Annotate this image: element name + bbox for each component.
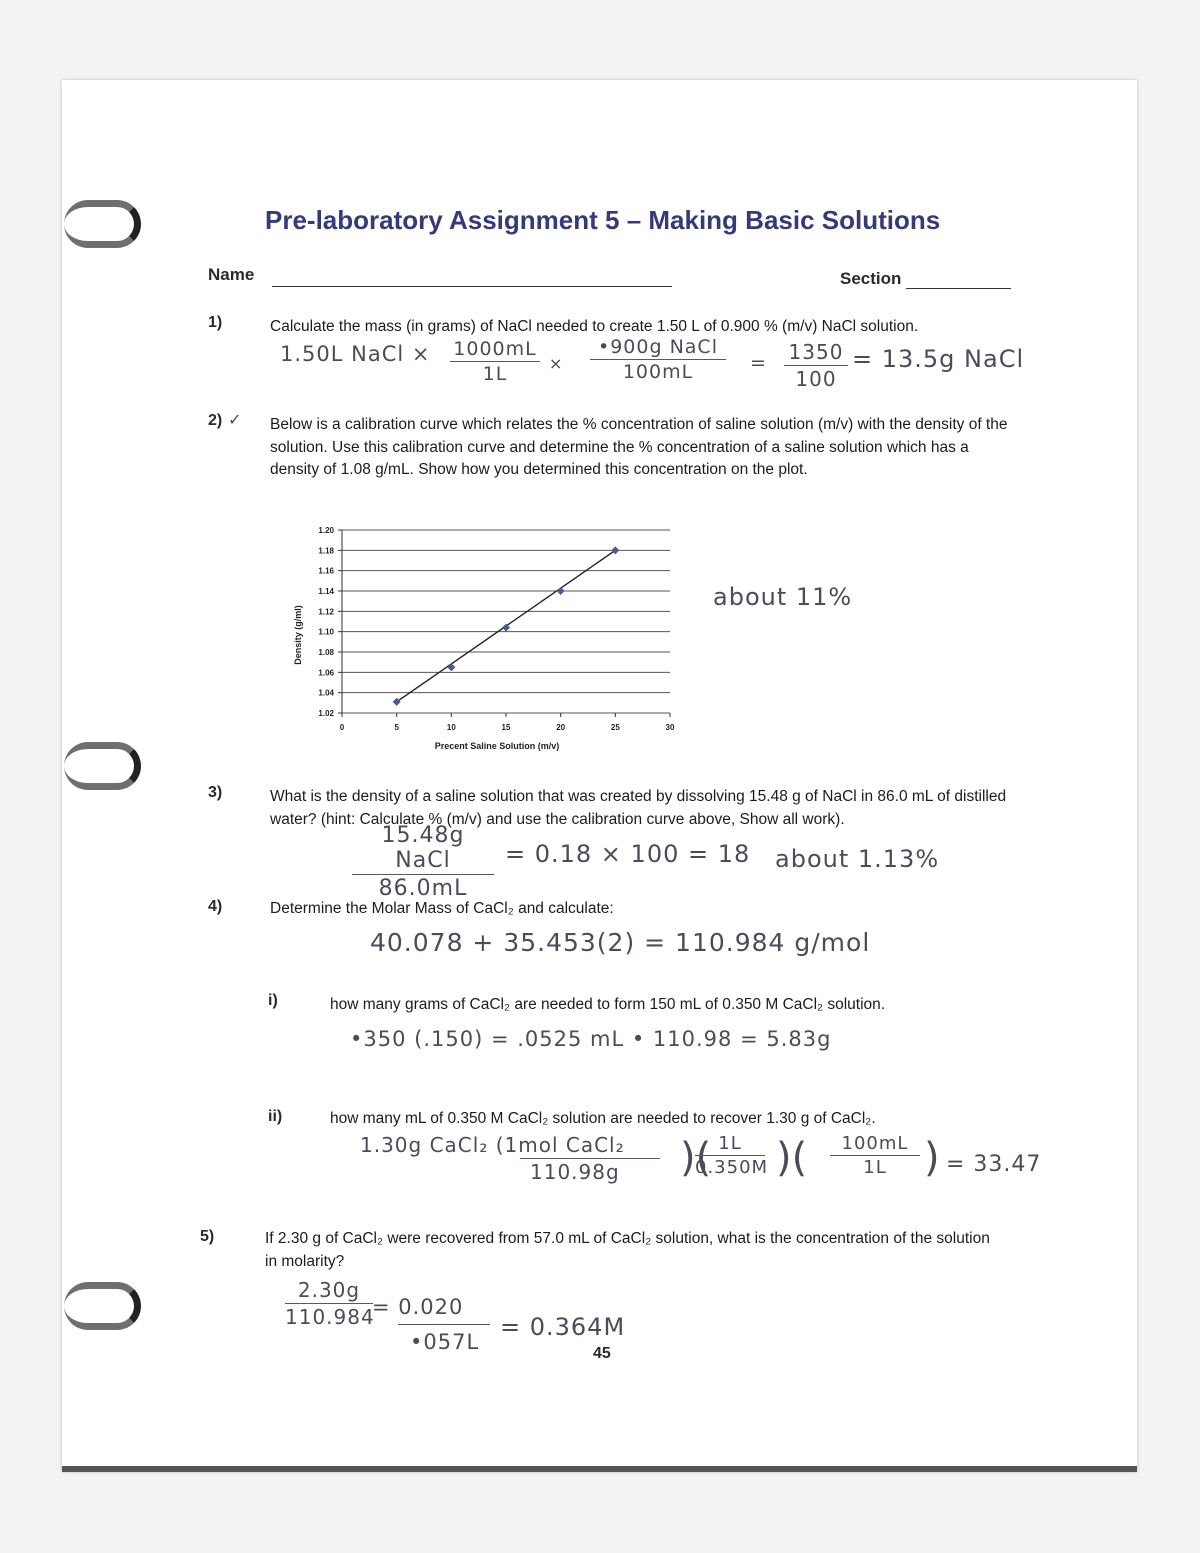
q3-fraction-numerator: 15.48g NaCl [381, 823, 465, 873]
q4-part-ii-fraction-2-numerator: 1L [718, 1133, 742, 1154]
q4-part-ii-fraction-1-bar [520, 1158, 660, 1159]
q1-fraction-3-bar [784, 365, 848, 366]
q4-part-ii-paren-3: ) [924, 1135, 940, 1181]
question-text-5: If 2.30 g of CaCl₂ were recovered from 57.0 mL of CaCl₂ solution, what is the concentration of the solution in molarity? [265, 1230, 990, 1270]
q1-result: = 13.5g NaCl [852, 345, 1025, 373]
q5-fraction-2-bar [398, 1324, 490, 1325]
q4-part-ii-fraction-3-bar [830, 1155, 920, 1156]
name-line [272, 286, 672, 287]
chart-x-ticks [340, 723, 675, 732]
q1-times-sign: × [549, 354, 564, 373]
q3-fraction-bar [352, 874, 494, 875]
chart-y-tick-label: 1.04 [318, 688, 334, 698]
question-number-2: 2) [208, 412, 223, 429]
chart-y-tick-label: 1.20 [318, 526, 334, 535]
q4-part-ii-fraction-2-bar [695, 1155, 765, 1156]
q1-equals-sign: = [750, 352, 767, 374]
chart-y-tick-label: 1.02 [318, 709, 334, 718]
question-number-5: 5) [200, 1228, 215, 1245]
q4-part-ii-fraction-2-denominator: 0.350M [695, 1157, 769, 1178]
chart-y-tick-label: 1.08 [318, 648, 334, 657]
q1-work-start: 1.50L NaCl × [280, 342, 431, 366]
q1-fraction-2-numerator: •900g NaCl [598, 336, 718, 358]
q4-part-ii-label: ii) [268, 1108, 283, 1125]
q4-part-i-work: •350 (.150) = .0525 mL • 110.98 = 5.83g [350, 1027, 832, 1051]
q4-part-ii-paren-2: )( [776, 1135, 808, 1181]
q4-part-i-text: how many grams of CaCl₂ are needed to form 150 mL of 0.350 M CaCl₂ solution. [330, 996, 886, 1013]
chart-y-tick-label: 1.16 [318, 566, 334, 576]
chart-y-tick-label: 1.18 [318, 546, 334, 556]
question-number-3: 3) [208, 784, 223, 801]
q5-fraction-2-denominator: •057L [410, 1330, 480, 1354]
q4-part-ii-text: how many mL of 0.350 M CaCl₂ solution are needed to recover 1.30 g of CaCl₂. [330, 1110, 876, 1127]
chart-axes [342, 530, 670, 717]
question-number-1: 1) [208, 314, 223, 331]
q4-part-ii-result: = 33.47 [946, 1152, 1042, 1177]
q3-fraction-denominator: 86.0mL [378, 876, 468, 901]
chart-y-tick-label: 1.12 [318, 607, 334, 617]
binder-ring-middle [64, 742, 141, 790]
q1-fraction-3 [784, 340, 848, 391]
chart-x-tick-label: 30 [665, 723, 675, 732]
q4-molar-mass-work: 40.078 + 35.453(2) = 110.984 g/mol [370, 928, 871, 957]
chart-grid [338, 530, 670, 713]
question-number-4: 4) [208, 898, 223, 915]
q4-part-ii-fraction-2 [695, 1133, 769, 1178]
chart-data-point [447, 663, 455, 671]
q1-fraction-1-denominator: 1L [482, 363, 508, 385]
q3-fraction [352, 823, 494, 901]
section-line [906, 288, 1011, 289]
q1-fraction-3-numerator: 1350 [788, 340, 844, 364]
q4-part-ii-fraction-3-denominator: 1L [863, 1157, 887, 1178]
chart-x-tick-label: 5 [394, 723, 399, 732]
chart-y-tick-label: 1.14 [318, 587, 334, 596]
chart-y-tick-label: 1.06 [318, 668, 334, 678]
q3-answer: about 1.13% [775, 845, 940, 873]
q1-fraction-2-denominator: 100mL [622, 361, 694, 383]
q4-part-i-label: i) [268, 992, 278, 1009]
q1-fraction-1-bar [450, 361, 540, 362]
q4-part-ii-fraction-1 [360, 1133, 660, 1184]
q5-result: = 0.364M [500, 1313, 626, 1341]
calibration-curve-chart [280, 515, 700, 760]
chart-x-axis-label: Precent Saline Solution (m/v) [434, 741, 560, 751]
q1-fraction-2-bar [590, 359, 726, 360]
q4-part-ii-fraction-1-denominator: 110.98g [530, 1160, 620, 1184]
question-text-3: What is the density of a saline solution that was created by dissolving 15.48 g of NaCl in 86.0 mL of distilled water? (hint: Calculate % (m/v) and use the calibration curve above, Show all work). [270, 788, 1007, 828]
q4-part-ii-paren-1: )( [680, 1135, 712, 1181]
q1-fraction-2 [590, 336, 726, 383]
page-edge [62, 1466, 1137, 1472]
name-label: Name [208, 265, 255, 284]
chart-x-tick-label: 0 [339, 723, 345, 732]
chart-x-tick-label: 15 [501, 723, 511, 732]
chart-y-axis-label: Density (g/ml) [293, 605, 303, 665]
q5-mid-value: = 0.020 [372, 1295, 464, 1319]
chart-x-tick-label: 25 [610, 723, 620, 732]
q1-fraction-1-numerator: 1000mL [453, 338, 537, 360]
q4-part-ii-fraction-1-numerator: 1.30g CaCl₂ (1mol CaCl₂ [360, 1133, 625, 1157]
chart-data-point [393, 698, 401, 706]
question-text-2: Below is a calibration curve which relates the % concentration of saline solution (m/v) with the density of the solution. Use this calibration curve and determine the % concentration of a saline solution which has a density of 1.08 g/mL. Show how you determined this concentration on the plot. [270, 416, 1008, 478]
q2-check-mark: ✓ [228, 410, 243, 429]
q5-fraction-1-bar [285, 1303, 373, 1304]
binder-ring-top [64, 200, 141, 248]
q5-fraction-1-numerator: 2.30g [297, 1278, 361, 1302]
q5-fraction-1-denominator: 110.984 [285, 1305, 375, 1329]
chart-y-tick-label: 1.10 [318, 627, 334, 637]
q1-fraction-3-denominator: 100 [795, 367, 837, 391]
q2-answer: about 11% [713, 583, 853, 611]
chart-data-point [611, 546, 619, 554]
q5-fraction-1 [285, 1278, 373, 1329]
section-label: Section [840, 269, 902, 288]
question-text-1: Calculate the mass (in grams) of NaCl needed to create 1.50 L of 0.900 % (m/v) NaCl solution. [270, 318, 919, 335]
chart-x-tick-label: 20 [556, 723, 566, 732]
q1-fraction-1 [450, 338, 540, 385]
page-title: Pre-laboratory Assignment 5 – Making Basic Solutions [265, 205, 941, 235]
binder-ring-bottom [64, 1282, 141, 1330]
chart-data-point [557, 587, 565, 595]
q4-part-ii-fraction-3 [830, 1133, 920, 1178]
question-text-4: Determine the Molar Mass of CaCl₂ and calculate: [270, 900, 614, 917]
page-number: 45 [593, 1345, 611, 1362]
q4-part-ii-fraction-3-numerator: 100mL [841, 1133, 909, 1154]
q3-work: = 0.18 × 100 = 18 [505, 840, 751, 868]
chart-x-tick-label: 10 [446, 723, 456, 732]
chart-y-ticks [318, 526, 334, 718]
